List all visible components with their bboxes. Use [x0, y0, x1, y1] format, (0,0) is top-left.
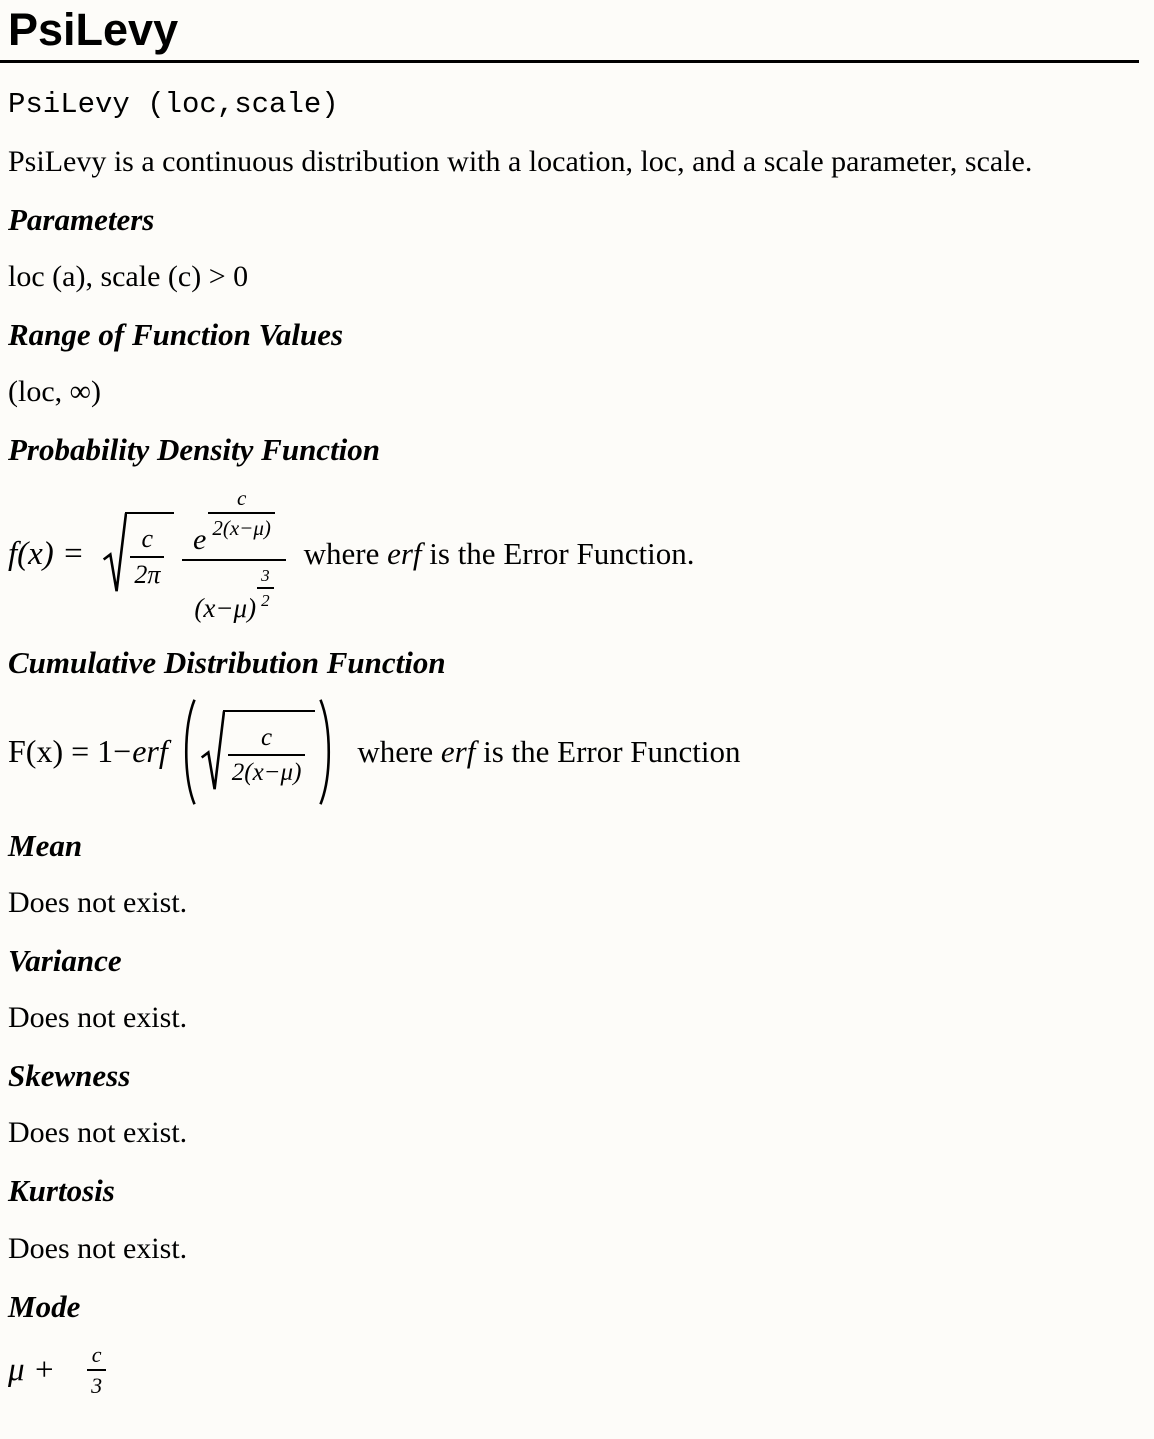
pdf-lhs: f(x) = [8, 535, 85, 572]
cdf-formula [8, 697, 1114, 807]
pdf-power-exponent-fraction [257, 565, 274, 612]
pdf-sqrt-numerator: c [141, 523, 154, 553]
pdf-note-post: is the Error Function. [421, 536, 695, 572]
pdf-power-exp-denominator: 2 [257, 587, 274, 611]
mode-numerator: c [91, 1341, 102, 1367]
heading-kurtosis: Kurtosis [8, 1173, 115, 1209]
pdf-exponent-fraction [208, 485, 275, 542]
pdf-note-pre: where [303, 536, 388, 572]
pdf-power-base: (x−μ) [194, 592, 257, 623]
pdf-sqrt-radicand [125, 512, 174, 595]
pdf-exp-base: e [193, 523, 207, 557]
cdf-note-pre: where [357, 733, 441, 769]
pdf-sqrt-fraction [130, 523, 164, 592]
pdf-exponential-term [193, 485, 275, 558]
erf-term: erf [440, 733, 476, 769]
radical-sign-icon [102, 512, 127, 595]
kurtosis-value: Does not exist. [8, 1231, 188, 1265]
erf-term: erf [387, 536, 422, 572]
mode-lhs: μ + [8, 1351, 56, 1388]
variance-value: Does not exist. [8, 1001, 188, 1035]
pdf-main-denominator [182, 559, 285, 624]
heading-mode: Mode [8, 1288, 81, 1324]
parameters-value: loc (a), scale (c) > 0 [8, 260, 249, 294]
right-parenthesis-icon [317, 697, 337, 807]
description-paragraph: PsiLevy is a continuous distribution with a location, loc, and a scale parameter, scale. [8, 145, 1033, 179]
cdf-sqrt [200, 710, 316, 793]
pdf-power-term [194, 565, 273, 624]
heading-skewness: Skewness [8, 1058, 131, 1094]
heading-probability-density-function: Probability Density Function [8, 432, 381, 468]
cdf-sqrt-fraction [228, 722, 306, 789]
pdf-main-numerator [187, 485, 281, 560]
heading-range-of-function-values: Range of Function Values [8, 317, 344, 353]
cdf-lhs: F(x) = 1− [8, 733, 132, 770]
mode-formula [8, 1341, 1114, 1400]
pdf-sqrt [102, 512, 174, 595]
heading-parameters: Parameters [8, 202, 155, 238]
cdf-sqrt-numerator: c [261, 723, 273, 751]
cdf-erf: erf [132, 733, 168, 770]
function-signature: PsiLevy (loc,scale) [8, 88, 339, 122]
heading-mean: Mean [8, 827, 83, 863]
pdf-formula [8, 485, 1114, 624]
skewness-value: Does not exist. [8, 1116, 188, 1150]
pdf-exp-denominator: 2(x−μ) [208, 512, 275, 541]
left-parenthesis-icon [178, 697, 198, 807]
heading-cumulative-distribution-function: Cumulative Distribution Function [8, 644, 446, 680]
mode-denominator: 3 [87, 1369, 106, 1400]
pdf-power-exp-numerator: 3 [261, 566, 270, 586]
range-value: (loc, ∞) [8, 375, 102, 409]
title-rule [0, 60, 1139, 63]
cdf-note-post: is the Error Function [475, 733, 741, 769]
mean-value: Does not exist. [8, 885, 188, 919]
mode-fraction [87, 1341, 106, 1400]
pdf-note [304, 536, 695, 572]
pdf-main-fraction [182, 485, 285, 624]
pdf-exp-numerator: c [236, 485, 247, 510]
cdf-note [357, 734, 740, 770]
cdf-sqrt-radicand [223, 710, 316, 793]
page-title: PsiLevy [8, 4, 179, 55]
cdf-sqrt-denominator: 2(x−μ) [228, 754, 306, 788]
radical-sign-icon [200, 710, 225, 793]
heading-variance: Variance [8, 942, 122, 978]
pdf-sqrt-denominator: 2π [130, 556, 164, 592]
